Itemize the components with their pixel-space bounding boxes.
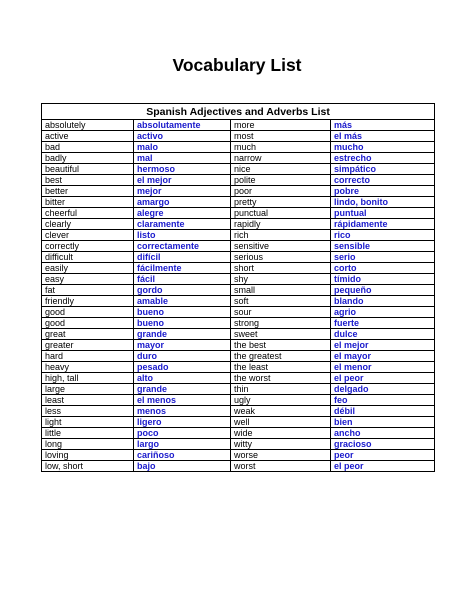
table-caption: Spanish Adjectives and Adverbs List <box>42 104 435 120</box>
spanish-word-cell: bueno <box>134 318 231 329</box>
spanish-word-cell: dulce <box>331 329 435 340</box>
english-word-cell: bitter <box>42 197 134 208</box>
spanish-word-cell: grande <box>134 384 231 395</box>
vocabulary-table <box>41 103 435 472</box>
spanish-word-cell: largo <box>134 439 231 450</box>
english-word-cell: poor <box>231 186 331 197</box>
table-row <box>42 296 435 307</box>
spanish-word-cell: alegre <box>134 208 231 219</box>
spanish-word-cell: blando <box>331 296 435 307</box>
spanish-word-cell: ancho <box>331 428 435 439</box>
spanish-word-cell: rápidamente <box>331 219 435 230</box>
english-word-cell: badly <box>42 153 134 164</box>
english-word-cell: well <box>231 417 331 428</box>
spanish-word-cell: bueno <box>134 307 231 318</box>
english-word-cell: bad <box>42 142 134 153</box>
english-word-cell: light <box>42 417 134 428</box>
english-word-cell: large <box>42 384 134 395</box>
page-title: Vocabulary List <box>172 55 302 75</box>
english-word-cell: little <box>42 428 134 439</box>
table-row <box>42 406 435 417</box>
spanish-word-cell: pesado <box>134 362 231 373</box>
table-row <box>42 186 435 197</box>
english-word-cell: soft <box>231 296 331 307</box>
english-word-cell: greater <box>42 340 134 351</box>
spanish-word-cell: tímido <box>331 274 435 285</box>
english-word-cell: the best <box>231 340 331 351</box>
english-word-cell: the greatest <box>231 351 331 362</box>
english-word-cell: clever <box>42 230 134 241</box>
spanish-word-cell: el menor <box>331 362 435 373</box>
table-row <box>42 461 435 472</box>
spanish-word-cell: el menos <box>134 395 231 406</box>
table-row <box>42 142 435 153</box>
spanish-word-cell: más <box>331 120 435 131</box>
spanish-word-cell: amable <box>134 296 231 307</box>
english-word-cell: sensitive <box>231 241 331 252</box>
spanish-word-cell: bien <box>331 417 435 428</box>
spanish-word-cell: simpático <box>331 164 435 175</box>
spanish-word-cell: el mayor <box>331 351 435 362</box>
english-word-cell: low, short <box>42 461 134 472</box>
english-word-cell: active <box>42 131 134 142</box>
english-word-cell: best <box>42 175 134 186</box>
spanish-word-cell: fácilmente <box>134 263 231 274</box>
table-row <box>42 395 435 406</box>
table-row <box>42 351 435 362</box>
english-word-cell: small <box>231 285 331 296</box>
english-word-cell: nice <box>231 164 331 175</box>
spanish-word-cell: mayor <box>134 340 231 351</box>
table-row <box>42 252 435 263</box>
table-row <box>42 153 435 164</box>
english-word-cell: great <box>42 329 134 340</box>
spanish-word-cell: correctamente <box>134 241 231 252</box>
english-word-cell: sour <box>231 307 331 318</box>
table-row <box>42 175 435 186</box>
english-word-cell: high, tall <box>42 373 134 384</box>
spanish-word-cell: delgado <box>331 384 435 395</box>
table-row <box>42 329 435 340</box>
table-row <box>42 428 435 439</box>
english-word-cell: fat <box>42 285 134 296</box>
spanish-word-cell: listo <box>134 230 231 241</box>
spanish-word-cell: hermoso <box>134 164 231 175</box>
english-word-cell: good <box>42 318 134 329</box>
english-word-cell: difficult <box>42 252 134 263</box>
spanish-word-cell: duro <box>134 351 231 362</box>
spanish-word-cell: ligero <box>134 417 231 428</box>
spanish-word-cell: el más <box>331 131 435 142</box>
spanish-word-cell: corto <box>331 263 435 274</box>
english-word-cell: long <box>42 439 134 450</box>
english-word-cell: pretty <box>231 197 331 208</box>
english-word-cell: the worst <box>231 373 331 384</box>
spanish-word-cell: pobre <box>331 186 435 197</box>
spanish-word-cell: el peor <box>331 461 435 472</box>
english-word-cell: short <box>231 263 331 274</box>
english-word-cell: most <box>231 131 331 142</box>
english-word-cell: wide <box>231 428 331 439</box>
table-row <box>42 417 435 428</box>
spanish-word-cell: mejor <box>134 186 231 197</box>
english-word-cell: absolutely <box>42 120 134 131</box>
spanish-word-cell: malo <box>134 142 231 153</box>
spanish-word-cell: claramente <box>134 219 231 230</box>
english-word-cell: easily <box>42 263 134 274</box>
english-word-cell: loving <box>42 450 134 461</box>
spanish-word-cell: puntual <box>331 208 435 219</box>
table-row <box>42 340 435 351</box>
english-word-cell: weak <box>231 406 331 417</box>
table-row <box>42 318 435 329</box>
english-word-cell: witty <box>231 439 331 450</box>
spanish-word-cell: gracioso <box>331 439 435 450</box>
spanish-word-cell: el mejor <box>134 175 231 186</box>
table-row <box>42 208 435 219</box>
english-word-cell: rich <box>231 230 331 241</box>
table-row <box>42 285 435 296</box>
table-row <box>42 373 435 384</box>
spanish-word-cell: peor <box>331 450 435 461</box>
english-word-cell: more <box>231 120 331 131</box>
table-row <box>42 230 435 241</box>
table-row <box>42 362 435 373</box>
english-word-cell: heavy <box>42 362 134 373</box>
spanish-word-cell: sensible <box>331 241 435 252</box>
spanish-word-cell: menos <box>134 406 231 417</box>
spanish-word-cell: serio <box>331 252 435 263</box>
table-caption-row <box>42 104 435 120</box>
spanish-word-cell: difícil <box>134 252 231 263</box>
spanish-word-cell: pequeño <box>331 285 435 296</box>
table-row <box>42 274 435 285</box>
spanish-word-cell: mucho <box>331 142 435 153</box>
english-word-cell: correctly <box>42 241 134 252</box>
english-word-cell: easy <box>42 274 134 285</box>
english-word-cell: least <box>42 395 134 406</box>
english-word-cell: punctual <box>231 208 331 219</box>
spanish-word-cell: el peor <box>331 373 435 384</box>
english-word-cell: ugly <box>231 395 331 406</box>
english-word-cell: worse <box>231 450 331 461</box>
table-row <box>42 164 435 175</box>
spanish-word-cell: cariñoso <box>134 450 231 461</box>
spanish-word-cell: activo <box>134 131 231 142</box>
english-word-cell: hard <box>42 351 134 362</box>
english-word-cell: beautiful <box>42 164 134 175</box>
english-word-cell: good <box>42 307 134 318</box>
table-row <box>42 197 435 208</box>
english-word-cell: clearly <box>42 219 134 230</box>
table-row <box>42 120 435 131</box>
table-row <box>42 384 435 395</box>
spanish-word-cell: gordo <box>134 285 231 296</box>
english-word-cell: rapidly <box>231 219 331 230</box>
spanish-word-cell: poco <box>134 428 231 439</box>
english-word-cell: serious <box>231 252 331 263</box>
spanish-word-cell: amargo <box>134 197 231 208</box>
spanish-word-cell: rico <box>331 230 435 241</box>
table-row <box>42 241 435 252</box>
table-row <box>42 131 435 142</box>
english-word-cell: shy <box>231 274 331 285</box>
table-row <box>42 439 435 450</box>
spanish-word-cell: grande <box>134 329 231 340</box>
english-word-cell: better <box>42 186 134 197</box>
spanish-word-cell: agrio <box>331 307 435 318</box>
spanish-word-cell: lindo, bonito <box>331 197 435 208</box>
spanish-word-cell: bajo <box>134 461 231 472</box>
spanish-word-cell: débil <box>331 406 435 417</box>
english-word-cell: sweet <box>231 329 331 340</box>
english-word-cell: strong <box>231 318 331 329</box>
table-row <box>42 263 435 274</box>
table-body <box>42 120 435 472</box>
table-row <box>42 307 435 318</box>
english-word-cell: friendly <box>42 296 134 307</box>
english-word-cell: less <box>42 406 134 417</box>
english-word-cell: thin <box>231 384 331 395</box>
english-word-cell: cheerful <box>42 208 134 219</box>
spanish-word-cell: fácil <box>134 274 231 285</box>
english-word-cell: worst <box>231 461 331 472</box>
table-row <box>42 219 435 230</box>
english-word-cell: much <box>231 142 331 153</box>
spanish-word-cell: feo <box>331 395 435 406</box>
spanish-word-cell: absolutamente <box>134 120 231 131</box>
table-row <box>42 450 435 461</box>
spanish-word-cell: mal <box>134 153 231 164</box>
spanish-word-cell: correcto <box>331 175 435 186</box>
spanish-word-cell: el mejor <box>331 340 435 351</box>
english-word-cell: narrow <box>231 153 331 164</box>
english-word-cell: polite <box>231 175 331 186</box>
spanish-word-cell: estrecho <box>331 153 435 164</box>
spanish-word-cell: fuerte <box>331 318 435 329</box>
spanish-word-cell: alto <box>134 373 231 384</box>
english-word-cell: the least <box>231 362 331 373</box>
